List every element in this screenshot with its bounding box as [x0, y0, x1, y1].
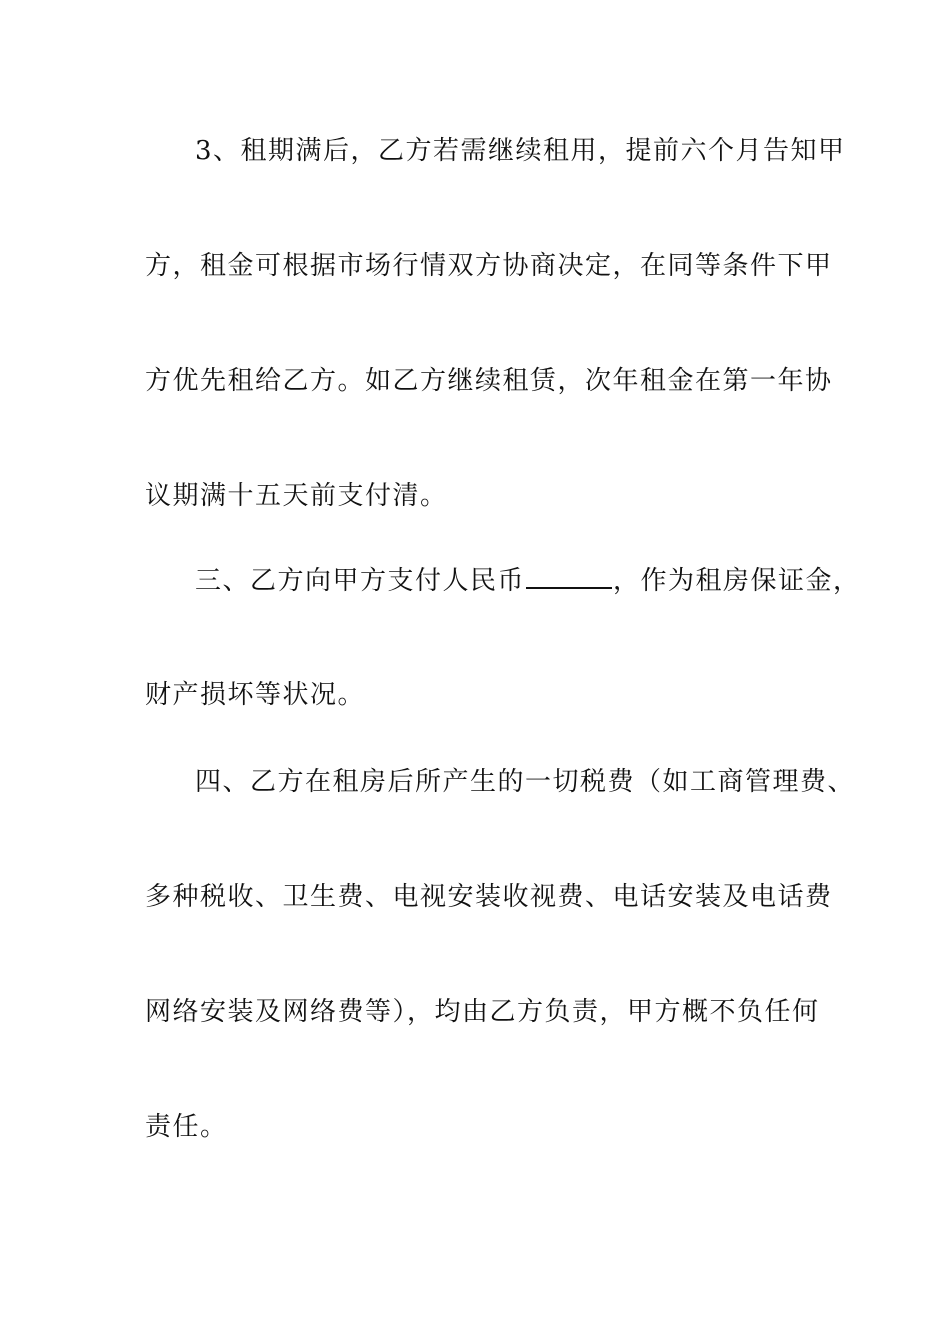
paragraph-line-9: 网络安装及网络费等），均由乙方负责，甲方概不负任何: [145, 997, 820, 1027]
paragraph-line-3: 方优先租给乙方。如乙方继续租赁，次年租金在第一年协: [145, 366, 833, 396]
deposit-amount-blank: [526, 563, 612, 589]
paragraph-line-2: 方，租金可根据市场行情双方协商决定，在同等条件下甲: [145, 251, 833, 281]
paragraph-line-1: 3、租期满后，乙方若需继续租用，提前六个月告知甲: [195, 136, 846, 166]
paragraph-line-7: 四、乙方在租房后所产生的一切税费（如工商管理费、: [195, 767, 856, 797]
paragraph-line-6: 财产损坏等状况。: [145, 680, 366, 710]
deposit-line: [195, 563, 861, 599]
deposit-text-after: ，作为租房保证金，: [613, 566, 861, 596]
paragraph-line-4: 议期满十五天前支付清。: [145, 481, 448, 511]
paragraph-line-10: 责任。: [145, 1112, 228, 1142]
paragraph-line-8: 多种税收、卫生费、电视安装收视费、电话安装及电话费: [145, 882, 833, 912]
deposit-text-before: 三、乙方向甲方支付人民币: [195, 566, 526, 596]
